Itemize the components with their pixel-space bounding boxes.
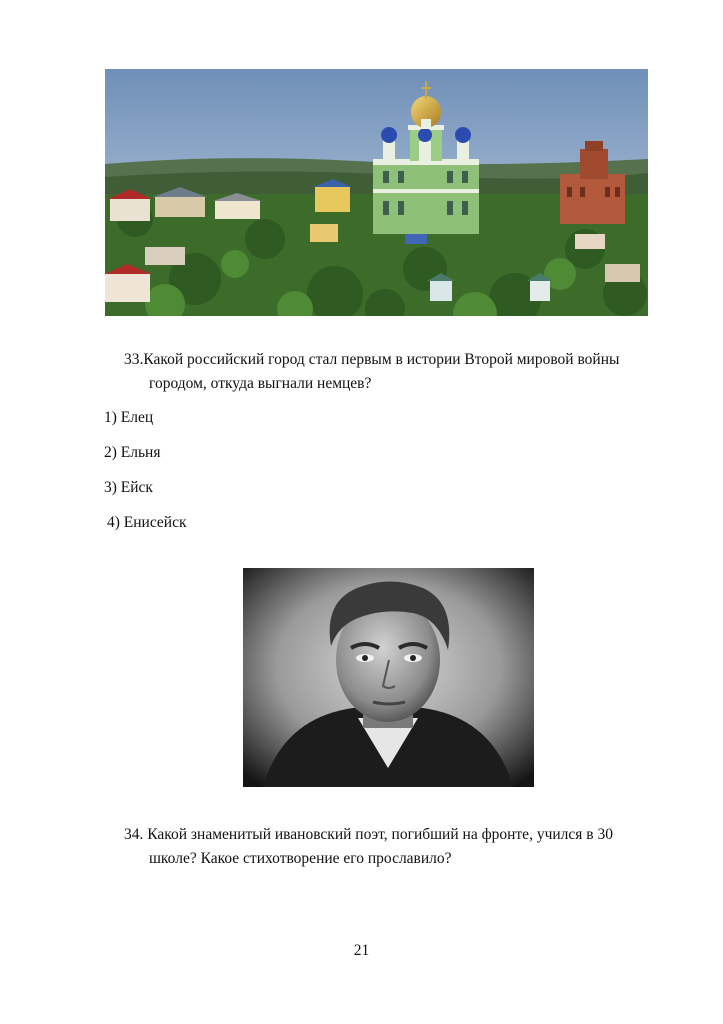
answer-option-3: 3) Ейск: [104, 479, 153, 496]
question-34: [124, 823, 684, 871]
question-33-line1: 33.Какой российский город стал первым в истории Второй мировой войны: [124, 351, 620, 368]
question-33-line2: городом, откуда выгнали немцев?: [149, 375, 372, 392]
answer-option-2: 2) Ельня: [104, 444, 161, 461]
answer-option-1: 1) Елец: [104, 409, 154, 426]
poet-portrait-photo: [243, 568, 534, 787]
city-panorama-photo: [105, 69, 648, 316]
question-34-line2: школе? Какое стихотворение его прославило?: [149, 850, 452, 867]
answer-option-4: 4) Енисейск: [107, 514, 187, 531]
question-34-line1: 34. Какой знаменитый ивановский поэт, погибший на фронте, учился в 30: [124, 826, 613, 843]
page-number: 21: [353, 942, 370, 959]
question-33: [124, 348, 684, 396]
